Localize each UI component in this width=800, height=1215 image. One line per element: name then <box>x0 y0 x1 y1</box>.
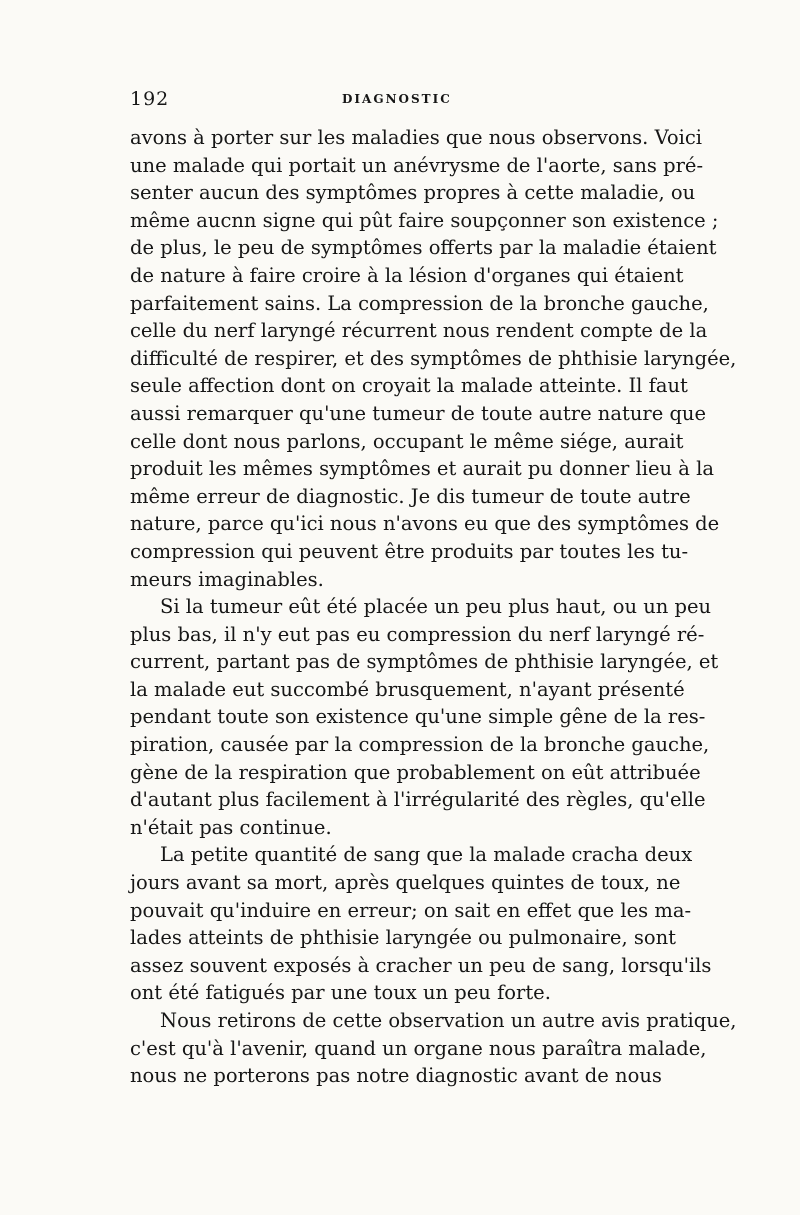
text-line: La petite quantité de sang que la malade cracha deux <box>160 843 693 867</box>
text-line: de plus, le peu de symptômes offerts par la maladie étaient <box>130 236 717 260</box>
paragraph <box>130 124 737 593</box>
text-line: pendant toute son existence qu'une simple gêne de la res- <box>130 705 706 729</box>
text-line: de nature à faire croire à la lésion d'organes qui étaient <box>130 263 684 287</box>
text-line: même aucnn signe qui pût faire soupçonner son existence ; <box>130 208 719 232</box>
text-line: celle dont nous parlons, occupant le même siége, aurait <box>130 429 684 453</box>
paragraph <box>130 841 712 1007</box>
paragraph <box>130 593 719 841</box>
text-line: c'est qu'à l'avenir, quand un organe nous paraîtra malade, <box>130 1036 707 1060</box>
text-line: Nous retirons de cette observation un autre avis pratique, <box>160 1009 737 1032</box>
text-line: une malade qui portait un anévrysme de l'aorte, sans pré- <box>130 153 704 177</box>
text-line: meurs imaginables. <box>130 567 324 591</box>
text-line: jours avant sa mort, après quelques quintes de toux, ne <box>130 871 681 895</box>
text-line: current, partant pas de symptômes de phthisie laryngée, et <box>130 650 719 674</box>
text-line: celle du nerf laryngé récurrent nous rendent compte de la <box>130 319 708 343</box>
text-line: n'était pas continue. <box>130 815 332 839</box>
text-line: pouvait qu'induire en erreur; on sait en effet que les ma- <box>130 898 692 922</box>
text-line: plus bas, il n'y eut pas eu compression du nerf laryngé ré- <box>130 622 705 646</box>
text-line: piration, causée par la compression de la bronche gauche, <box>130 733 710 757</box>
text-line: seule affection dont on croyait la malade atteinte. Il faut <box>130 374 688 398</box>
text-line: ont été fatigués par une toux un peu forte. <box>130 981 551 1005</box>
text-line: senter aucun des symptômes propres à cette maladie, ou <box>130 181 696 205</box>
text-line: gène de la respiration que probablement on eût attribuée <box>130 760 701 784</box>
body-text <box>130 124 737 1090</box>
text-line: difficulté de respirer, et des symptômes de phthisie laryngée, <box>130 346 737 370</box>
text-line: d'autant plus facilement à l'irrégularité des règles, qu'elle <box>130 788 706 812</box>
text-line: Si la tumeur eût été placée un peu plus haut, ou un peu <box>160 595 712 619</box>
text-line: parfaitement sains. La compression de la bronche gauche, <box>130 291 709 315</box>
paragraph <box>130 1007 737 1090</box>
text-line: produit les mêmes symptômes et aurait pu donner lieu à la <box>130 457 714 481</box>
page-number: 192 <box>130 88 170 110</box>
text-line: avons à porter sur les maladies que nous observons. Voici <box>130 126 703 149</box>
text-line: compression qui peuvent être produits par toutes les tu- <box>130 539 689 563</box>
text-line: nous ne porterons pas notre diagnostic avant de nous <box>130 1064 662 1088</box>
text-line: assez souvent exposés à cracher un peu de sang, lorsqu'ils <box>130 953 712 977</box>
text-line: même erreur de diagnostic. Je dis tumeur de toute autre <box>130 484 691 508</box>
text-line: nature, parce qu'ici nous n'avons eu que des symptômes de <box>130 512 720 536</box>
text-line: lades atteints de phthisie laryngée ou pulmonaire, sont <box>130 926 676 950</box>
running-title: DIAGNOSTIC <box>342 92 452 106</box>
text-line: aussi remarquer qu'une tumeur de toute autre nature que <box>130 401 707 425</box>
page-header <box>130 88 670 118</box>
text-line: la malade eut succombé brusquement, n'ayant présenté <box>130 677 685 701</box>
